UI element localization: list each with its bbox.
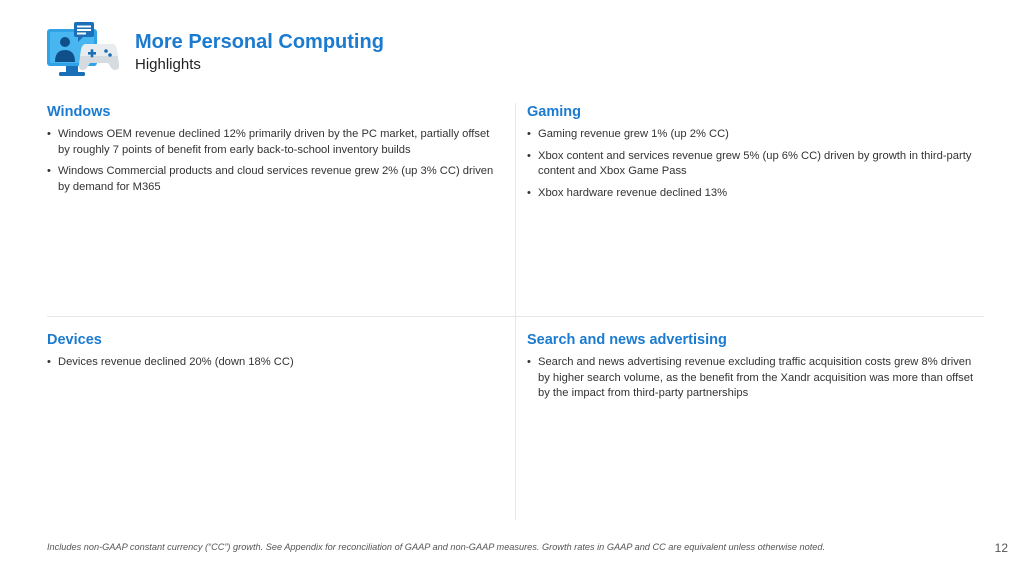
windows-section <box>47 104 497 201</box>
devices-section <box>47 332 497 377</box>
gaming-section <box>527 104 977 207</box>
search-advertising-bullet-1: • Search and news advertising revenue excluding traffic acquisition costs grew 8% driven by higher search volume, as the benefit from the Xandr acquisition was more than offset by the impact from third-party partnerships <box>527 355 982 402</box>
computer-gamepad-icon <box>46 22 122 80</box>
gaming-bullet-list <box>527 127 977 201</box>
horizontal-divider <box>47 316 984 317</box>
search-advertising-section <box>527 332 982 408</box>
windows-bullet-list <box>47 127 497 195</box>
gaming-bullet-3: • Xbox hardware revenue declined 13% <box>527 186 977 202</box>
vertical-divider <box>515 103 516 520</box>
search-advertising-heading: Search and news advertising <box>527 332 727 348</box>
windows-bullet-1: • Windows OEM revenue declined 12% primarily driven by the PC market, partially offset by roughly 7 points of benefit from early back-to-school inventory builds <box>47 127 497 158</box>
page-title: More Personal Computing <box>135 31 384 53</box>
windows-heading: Windows <box>47 104 111 120</box>
devices-heading: Devices <box>47 332 102 348</box>
footnote: Includes non-GAAP constant currency (“CC”) growth. See Appendix for reconciliation of GAAP and non-GAAP measures. Growth rates in GAAP and CC are equivalent unless otherwise noted. <box>47 542 826 552</box>
gaming-heading: Gaming <box>527 104 581 120</box>
page-subtitle: Highlights <box>135 56 201 73</box>
gaming-bullet-1: • Gaming revenue grew 1% (up 2% CC) <box>527 127 977 143</box>
devices-bullet-1: • Devices revenue declined 20% (down 18% CC) <box>47 355 497 371</box>
page-number: 12 <box>994 541 1008 555</box>
devices-bullet-list <box>47 355 497 371</box>
search-advertising-bullet-list <box>527 355 982 402</box>
windows-bullet-2: • Windows Commercial products and cloud services revenue grew 2% (up 3% CC) driven by demand for M365 <box>47 164 497 195</box>
gaming-bullet-2: • Xbox content and services revenue grew 5% (up 6% CC) driven by growth in third-party content and Xbox Game Pass <box>527 149 977 180</box>
